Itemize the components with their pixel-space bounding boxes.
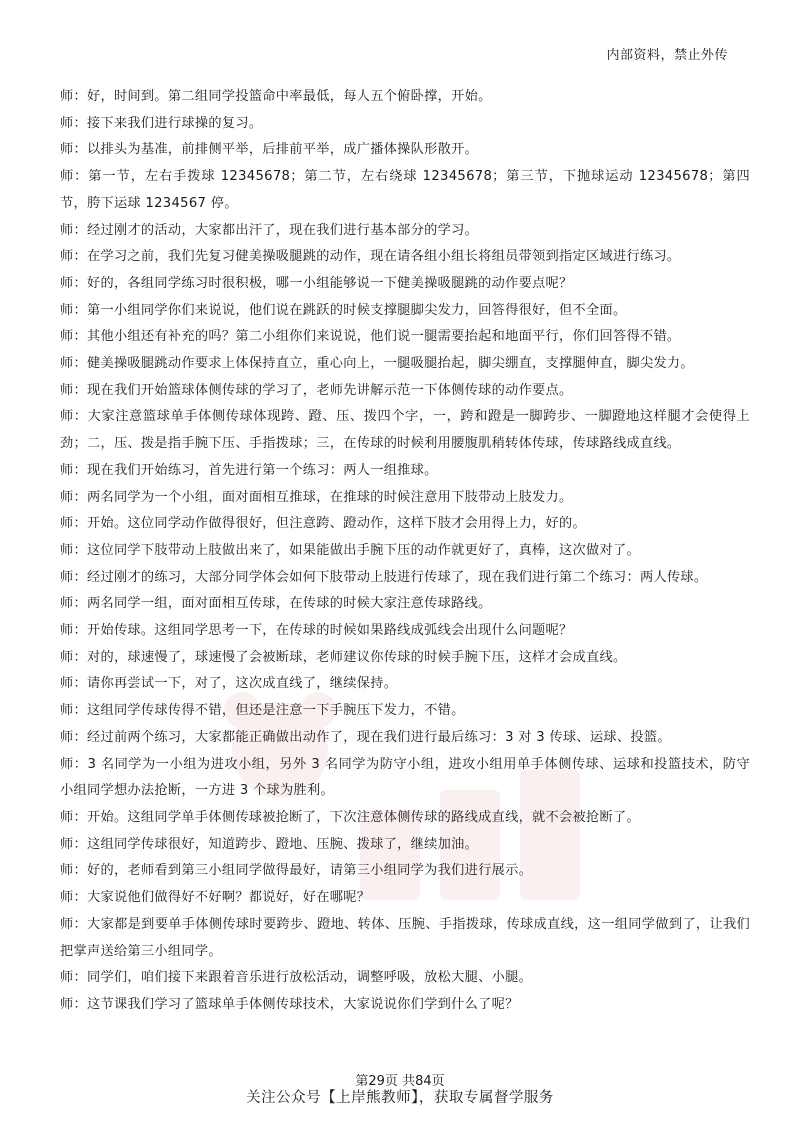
transcript-line: 师：两名同学为一个小组，面对面相互推球，在推球的时候注意用下肢带动上肢发力。: [60, 489, 573, 505]
transcript-line: 师：第一小组同学你们来说说，他们说在跳跃的时候支撑腿脚尖发力，回答得很好，但不全面。: [60, 302, 627, 318]
lesson-transcript: [60, 84, 750, 1019]
page-number: 第29页 共84页: [355, 1074, 445, 1089]
transcript-line: 师：在学习之前，我们先复习健美操吸腿跳的动作，现在请各组小组长将组员带领到指定区域进行练习。: [60, 249, 681, 265]
transcript-line: 师：经过刚才的活动，大家都出汗了，现在我们进行基本部分的学习。: [60, 222, 479, 238]
transcript-line: 师：经过刚才的练习，大部分同学体会如何下肢带动上肢进行传球了，现在我们进行第二个练习：两人传球。: [60, 569, 708, 585]
footer-promo: 关注公众号【上岸熊教师】，获取专属督学服务: [246, 1090, 554, 1106]
transcript-line: 师：大家说他们做得好不好啊？都说好，好在哪呢？: [60, 890, 371, 906]
transcript-line: 师：请你再尝试一下，对了，这次成直线了，继续保持。: [60, 676, 398, 692]
transcript-line: 师：健美操吸腿跳动作要求上体保持直立，重心向上，一腿吸腿抬起，脚尖绷直，支撑腿伸直，脚尖发力。: [60, 356, 694, 372]
transcript-line: 师：现在我们开始练习，首先进行第一个练习：两人一组推球。: [60, 462, 438, 478]
transcript-line: 师：现在我们开始篮球体侧传球的学习了，老师先讲解示范一下体侧传球的动作要点。: [60, 382, 573, 398]
transcript-line: 师：开始。这位同学动作做得很好，但注意跨、蹬动作，这样下肢才会用得上力，好的。: [60, 516, 587, 532]
transcript-line: 师：同学们，咱们接下来跟着音乐进行放松活动，调整呼吸，放松大腿、小腿。: [60, 970, 533, 986]
transcript-line: 师：好，时间到。第二组同学投篮命中率最低，每人五个俯卧撑，开始。: [60, 89, 492, 104]
transcript-line: 师：开始传球。这组同学思考一下，在传球的时候如果路线成弧线会出现什么问题呢？: [60, 623, 573, 639]
transcript-line: 师：好的，各组同学练习时很积极，哪一小组能够说一下健美操吸腿跳的动作要点呢？: [60, 275, 573, 291]
transcript-line: 师：这位同学下肢带动上肢做出来了，如果能做出手腕下压的动作就更好了，真棒，这次做对了。: [60, 542, 640, 558]
confidential-note: 内部资料，禁止外传: [606, 48, 728, 63]
transcript-line: 师：这组同学传球传得不错，但还是注意一下手腕压下发力，不错。: [60, 703, 465, 719]
transcript-line: 师：好的，老师看到第三小组同学做得最好，请第三小组同学为我们进行展示。: [60, 863, 533, 879]
transcript-line: 师：3 名同学为一小组为进攻小组，另外 3 名同学为防守小组，进攻小组用单手体侧传球、运球和投篮技术，防守小组同学想办法抢断，一方进 3 个球为胜利。: [60, 756, 750, 799]
transcript-line: 师：两名同学一组，面对面相互传球，在传球的时候大家注意传球路线。: [60, 596, 492, 612]
transcript-line: 师：经过前两个练习，大家都能正确做出动作了，现在我们进行最后练习：3 对 3 传球、运球、投篮。: [60, 729, 671, 745]
transcript-line: 师：其他小组还有补充的吗？第二小组你们来说说，他们说一腿需要抬起和地面平行，你们回答得不错。: [60, 329, 681, 345]
transcript-line: 师：大家都是到要单手体侧传球时要跨步、蹬地、转体、压腕、手指拨球，传球成直线，这一组同学做到了，让我们把掌声送给第三小组同学。: [60, 916, 750, 959]
transcript-line: 师：以排头为基准，前排侧平举，后排前平举，成广播体操队形散开。: [60, 142, 479, 158]
transcript-line: 师：开始。这组同学单手体侧传球被抢断了，下次注意体侧传球的路线成直线，就不会被抢断了。: [60, 809, 640, 825]
transcript-line: 师：接下来我们进行球操的复习。: [60, 115, 263, 131]
transcript-line: 师：对的，球速慢了，球速慢了会被断球，老师建议你传球的时候手腕下压，这样才会成直线。: [60, 649, 627, 665]
transcript-line: 师：大家注意篮球单手体侧传球体现跨、蹬、压、拨四个字，一，跨和蹬是一脚跨步、一脚蹬地这样腿才会使得上劲；二，压、拨是指手腕下压、手指拨球；三，在传球的时候利用腰腹肌稍转体传球，传球路线成直线。: [60, 409, 750, 452]
transcript-line: 师：这节课我们学习了篮球单手体侧传球技术，大家说说你们学到什么了呢？: [60, 996, 519, 1012]
transcript-line: 师：第一节，左右手拨球 12345678；第二节，左右绕球 12345678；第三节，下抛球运动 12345678；第四节，胯下运球 1234567 停。: [60, 169, 750, 211]
transcript-line: 师：这组同学传球很好，知道跨步、蹬地、压腕、拨球了，继续加油。: [60, 836, 479, 852]
